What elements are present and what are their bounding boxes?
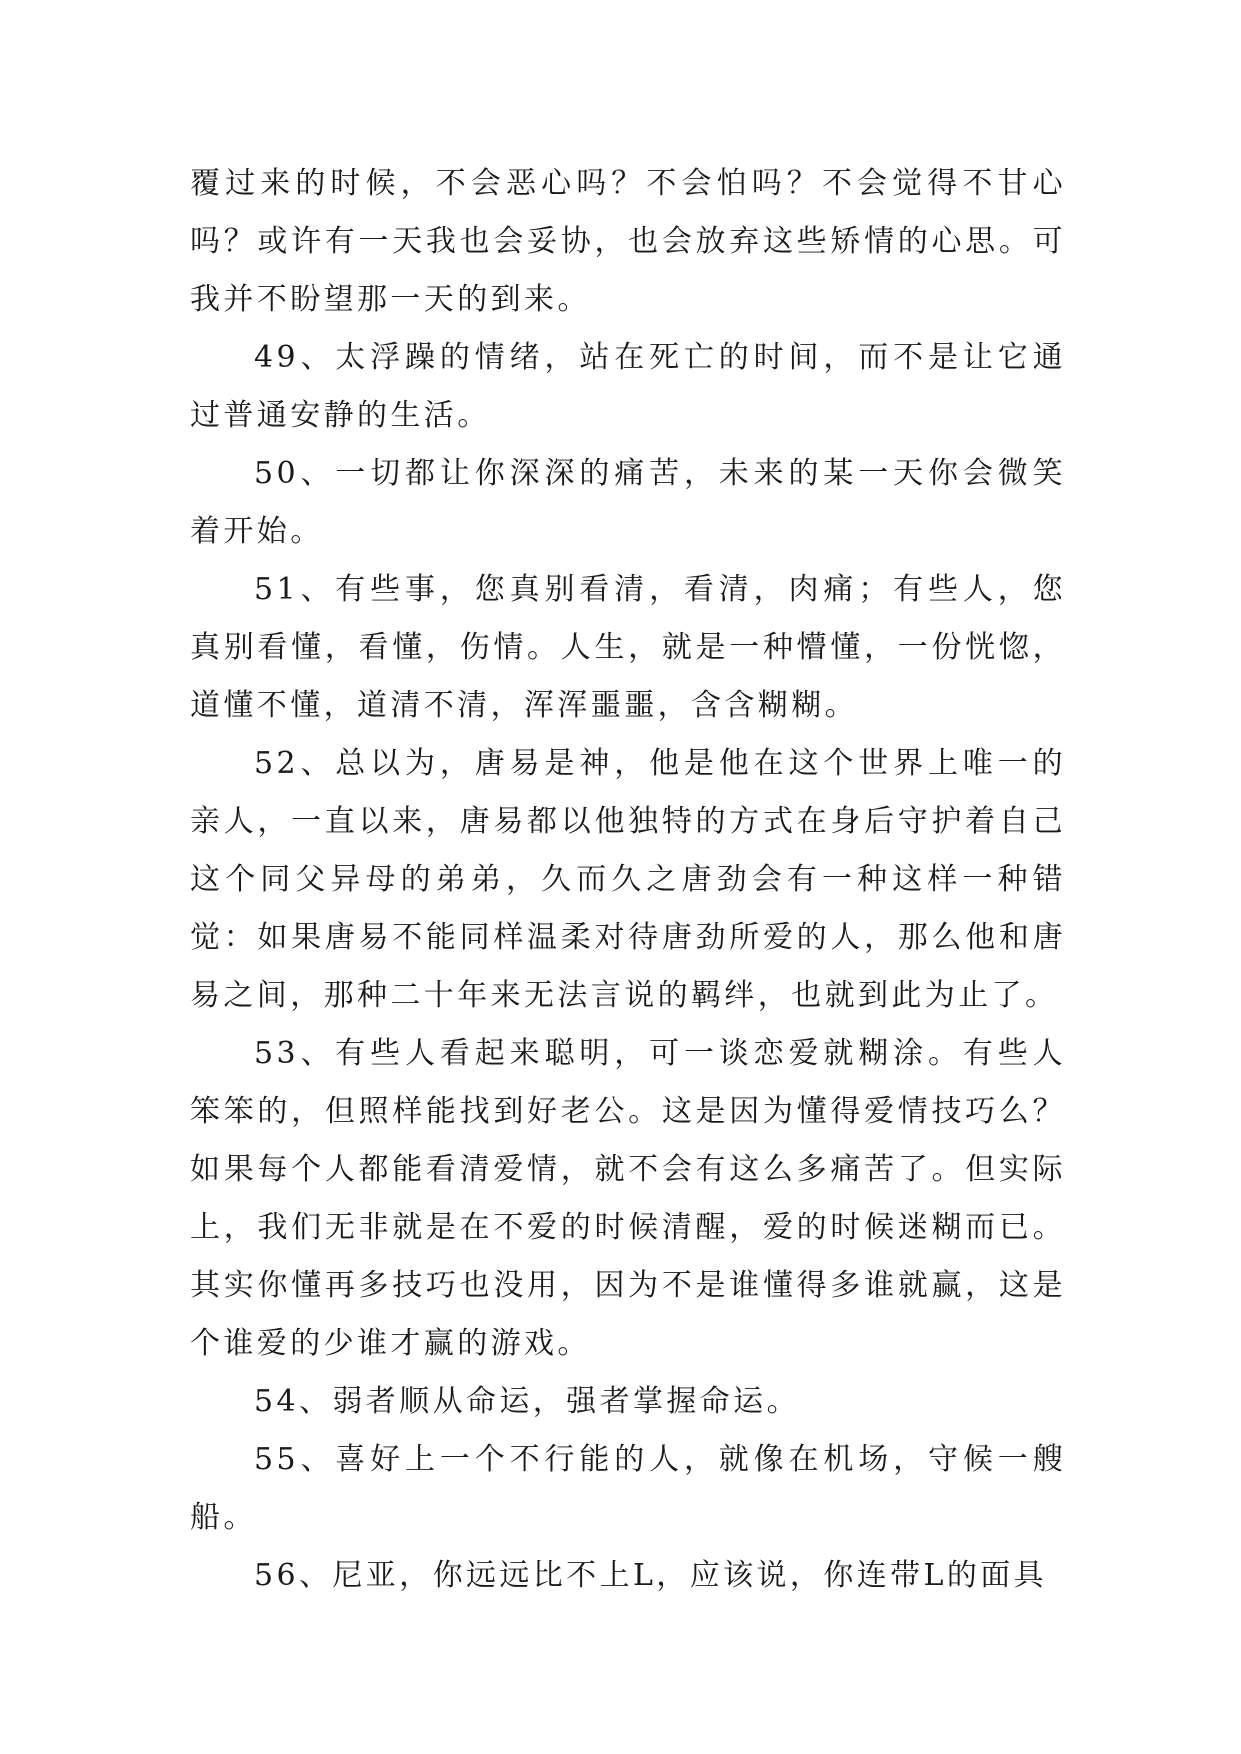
body-text [190, 155, 1066, 1605]
paragraph-56: 56、尼亚，你远远比不上L，应该说，你连带L的面具 [254, 1558, 1048, 1593]
paragraph-55: 55、喜好上一个不行能的人，就像在机场，守候一艘船。 [190, 1442, 1066, 1535]
paragraph-continuation: 覆过来的时候，不会恶心吗？不会怕吗？不会觉得不甘心吗？或许有一天我也会妥协，也会放弃这些矫情的心思。可我并不盼望那一天的到来。 [190, 166, 1066, 317]
paragraph-54: 54、弱者顺从命运，强者掌握命运。 [254, 1384, 800, 1419]
paragraph-49: 49、太浮躁的情绪，站在死亡的时间，而不是让它通过普通安静的生活。 [190, 340, 1066, 433]
paragraph-52: 52、总以为，唐易是神，他是他在这个世界上唯一的亲人，一直以来，唐易都以他独特的方式在身后守护着自己这个同父异母的弟弟，久而久之唐劲会有一种这样一种错觉：如果唐易不能同样温柔对待唐劲所爱的人，那么他和唐易之间，那种二十年来无法言说的羁绊，也就到此为止了。 [190, 746, 1066, 1013]
paragraph-50: 50、一切都让你深深的痛苦，未来的某一天你会微笑着开始。 [190, 456, 1066, 549]
paragraph-53: 53、有些人看起来聪明，可一谈恋爱就糊涂。有些人笨笨的，但照样能找到好老公。这是因为懂得爱情技巧么？如果每个人都能看清爱情，就不会有这么多痛苦了。但实际上，我们无非就是在不爱的时候清醒，爱的时候迷糊而已。其实你懂再多技巧也没用，因为不是谁懂得多谁就赢，这是个谁爱的少谁才赢的游戏。 [190, 1036, 1066, 1361]
paragraph-51: 51、有些事，您真别看清，看清，肉痛；有些人，您真别看懂，看懂，伤情。人生，就是一种懵懂，一份恍惚，道懂不懂，道清不清，浑浑噩噩，含含糊糊。 [190, 572, 1066, 723]
